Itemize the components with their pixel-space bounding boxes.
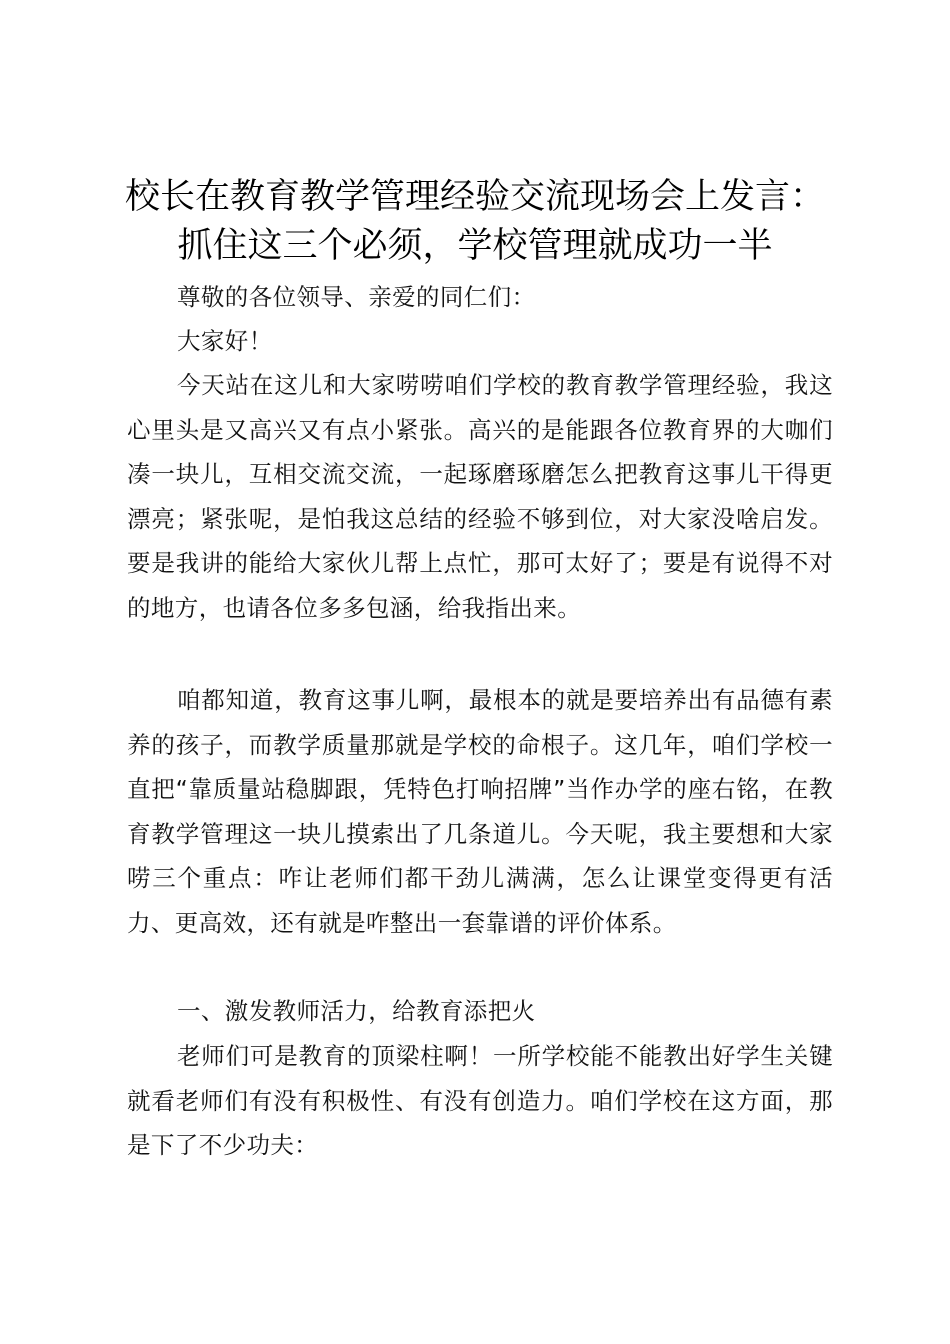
greeting: 大家好！: [177, 327, 273, 355]
document-title-line-1: 校长在教育教学管理经验交流现场会上发言：: [124, 177, 825, 217]
document-title-line-2: 抓住这三个必须，学校管理就成功一半: [177, 226, 773, 266]
salutation: 尊敬的各位领导、亲爱的同仁们：: [177, 283, 536, 311]
paragraph-section-1: 老师们可是教育的顶梁柱啊！一所学校能不能教出好学生关键就看老师们有没有积极性、有没有创造力。咱们学校在这方面，那是下了不少功夫：: [127, 1042, 833, 1159]
paragraph-overview: 咱都知道，教育这事儿啊，最根本的就是要培养出有品德有素养的孩子，而教学质量那就是学校的命根子。这几年，咱们学校一直把“靠质量站稳脚跟，凭特色打响招牌”当作办学的座右铭，在教育教学管理这一块儿摸索出了几条道儿。今天呢，我主要想和大家唠三个重点：咋让老师们都干劲儿满满，怎么让课堂变得更有活力、更高效，还有就是咋整出一套靠谱的评价体系。: [127, 686, 833, 937]
section-heading-1: 一、激发教师活力，给教育添把火: [177, 997, 536, 1025]
paragraph-intro: 今天站在这儿和大家唠唠咱们学校的教育教学管理经验，我这心里头是又高兴又有点小紧张。高兴的是能跟各位教育界的大咖们凑一块儿，互相交流交流，一起琢磨琢磨怎么把教育这事儿干得更漂亮；紧张呢，是怕我这总结的经验不够到位，对大家没啥启发。要是我讲的能给大家伙儿帮上点忙，那可太好了；要是有说得不对的地方，也请各位多多包涵，给我指出来。: [127, 371, 833, 622]
